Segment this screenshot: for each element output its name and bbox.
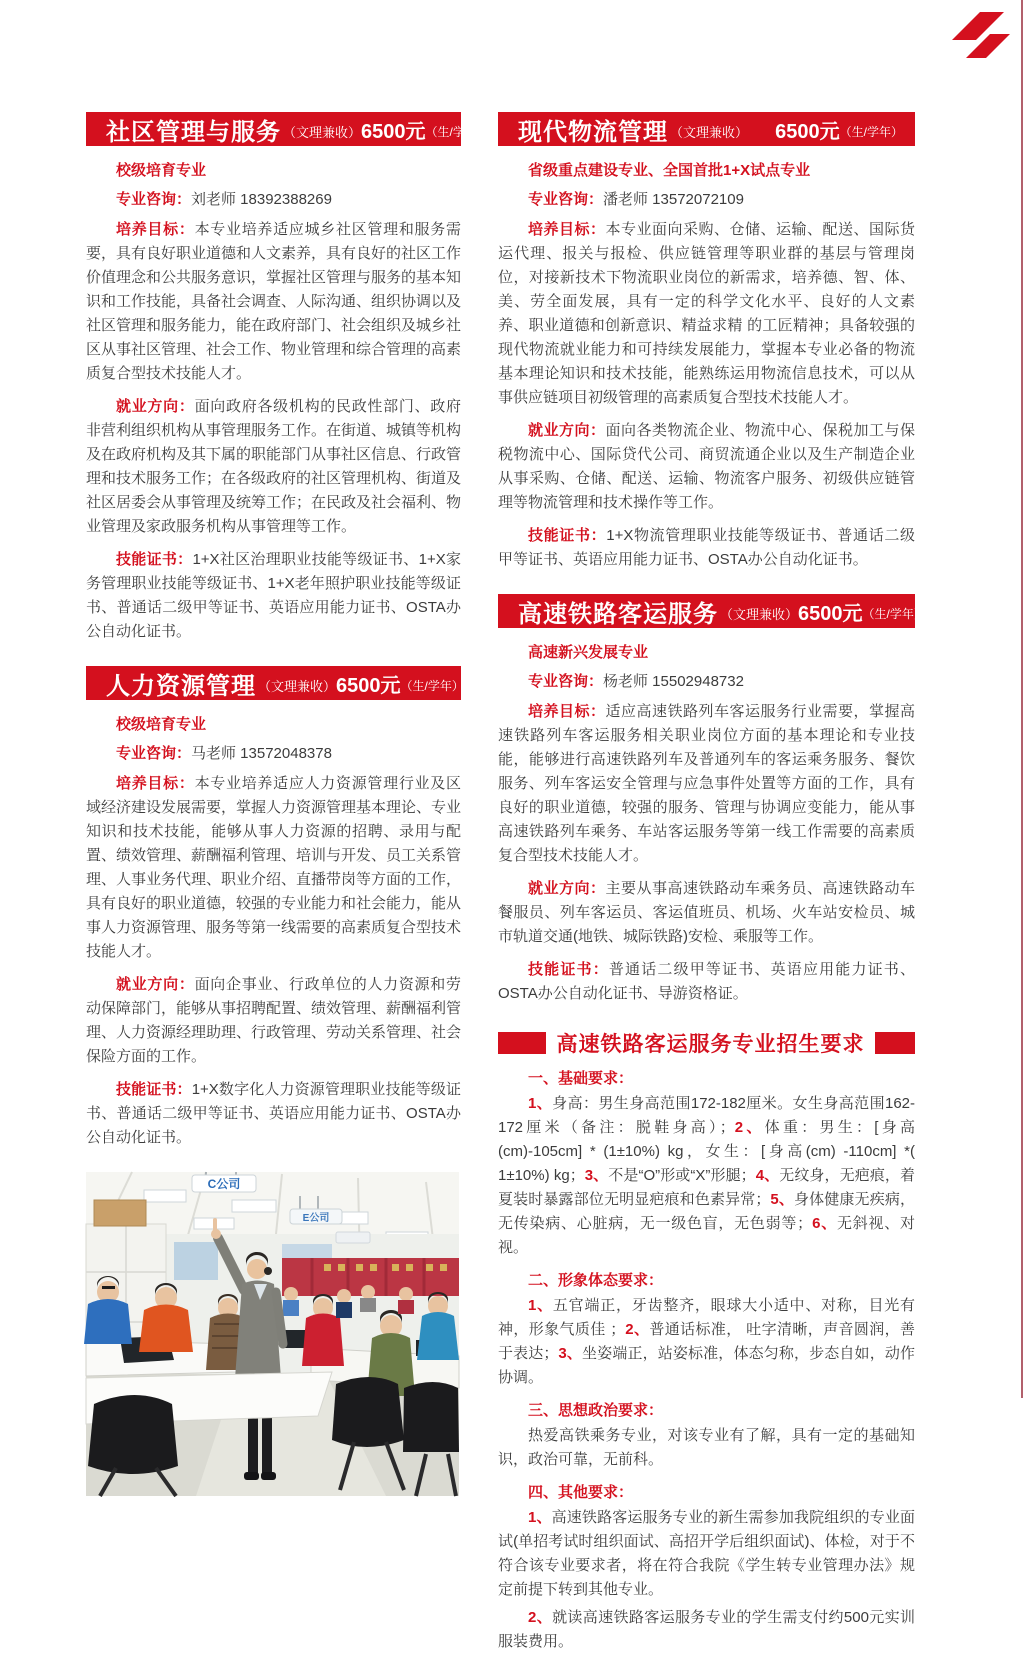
career-text: 面向企事业、行政单位的人力资源和劳动保障部门，能够从事招聘配置、绩效管理、薪酬福利管理、人力资源经理助理、行政管理、劳动关系管理、社会保险方面的工作。	[86, 976, 462, 1065]
program-title: 社区管理与服务	[106, 118, 281, 146]
requirements-title-row	[498, 1028, 915, 1058]
cert-label: 技能证书：	[116, 1081, 192, 1098]
program-admit-note: （文理兼收）	[283, 125, 362, 140]
career-label: 就业方向：	[116, 976, 195, 993]
item-number: 4、	[755, 1167, 780, 1184]
program-career	[86, 395, 461, 539]
consult-value: 杨老师 15502948732	[603, 673, 744, 690]
cert-text: 1+X物流管理职业技能等级证书、普通话二级甲等证书、英语应用能力证书、OSTA办公自动化证书。	[498, 527, 915, 568]
item-text: 无纹身，无疤痕，着夏装时暴露部位无明显疤痕和色素异常；	[498, 1167, 916, 1208]
career-text: 面向各类物流企业、物流中心、保税加工与保税物流中心、国际贷代公司、商贸流通企业以及生产制造企业从事采购、仓储、配送、运输、物流客户服务、初级供应链管理等物流管理和技术操作等工作。	[498, 422, 915, 511]
program-header	[498, 594, 926, 628]
objective-label: 培养目标：	[116, 221, 195, 238]
program-admit-note: （文理兼收）	[720, 607, 799, 622]
requirements-title: 高速铁路客运服务专业招生要求	[556, 1033, 865, 1056]
program-badge: 省级重点建设专业、全国首批1+X试点专业	[528, 162, 811, 179]
program-badge: 校级培育专业	[116, 716, 207, 733]
cert-label: 技能证书：	[116, 551, 193, 568]
program-fee-unit: （生/学年）	[862, 606, 926, 621]
sign-company-c: C公司	[207, 1177, 241, 1191]
item-number: 1、	[528, 1509, 552, 1526]
item-number: 6、	[812, 1215, 838, 1232]
career-text: 面向政府各级机构的民政性部门、政府非营利组织机构从事管理服务工作。在街道、城镇等机构及在政府机构及其下属的职能部门从事社区信息、行政管理和技术服务工作；在各级政府的社区管理机构、街道及社区居委会从事管理及统筹工作；在民政及社会福利、物业管理及家政服务机构从事管理等工作。	[86, 398, 462, 535]
program-career	[498, 419, 915, 515]
program-admit-note: （文理兼收）	[670, 125, 749, 140]
program-badge: 高速新兴发展专业	[528, 644, 649, 661]
sign-company-e: E公司	[302, 1213, 330, 1224]
req-group-heading: 二、形象体态要求：	[528, 1272, 664, 1289]
cert-label: 技能证书：	[528, 527, 607, 544]
objective-text: 本专业面向采购、仓储、运输、配送、国际货运代理、报关与报检、供应链管理等职业群的基层与管理岗位，对接新技术下物流职业岗位的新需求，培养德、智、体、美、劳全面发展，具有一定的科学文化水平、良好的人文素养、职业道德和创新意识、精益求精 的工匠精神；具备较强的现代物流就业能力和可持续发展能力，掌握本专业必备的物流基本理论知识和技术技能，能熟练运用物流信息技术，可以从事供应链项目初级管理的高素质复合型技术技能人才。	[498, 221, 915, 406]
program-cert	[498, 958, 915, 1006]
cert-text: 1+X数字化人力资源管理职业技能等级证书、普通话二级甲等证书、英语应用能力证书、OSTA办公自动化证书。	[86, 1081, 461, 1146]
item-text: 身体健康无疾病，无传染病、心脏病，无一级色盲，无色弱等；	[498, 1191, 915, 1232]
consult-value: 潘老师 13572072109	[603, 191, 744, 208]
objective-label: 培养目标：	[528, 221, 606, 238]
consult-label: 专业咨询：	[116, 745, 192, 762]
item-text: 就读高速铁路客运服务专业的学生需支付约500元实训服装费用。	[498, 1609, 915, 1650]
item-text: 高速铁路客运服务专业的新生需参加我院组织的专业面试(单招考试时组织面试、高招开学后组织面试)、体检，对于不符合该专业要求者，将在符合我院《学生转专业管理办法》规定前提下转到其他专业。	[498, 1509, 915, 1598]
item-number: 2、	[734, 1119, 765, 1136]
program-fee: 6500元	[336, 674, 401, 697]
req-group-heading: 四、其他要求：	[528, 1484, 634, 1501]
program-fee: 6500元	[798, 602, 863, 625]
program-objective	[498, 218, 915, 410]
program-fee-unit: （生/学年）	[839, 124, 903, 139]
program-consult	[498, 670, 915, 691]
career-text: 主要从事高速铁路动车乘务员、高速铁路动车餐服员、列车客运员、客运值班员、机场、火车站安检员、城市轨道交通(地铁、城际铁路)安检、乘服等工作。	[498, 880, 915, 945]
program-cert	[86, 1078, 461, 1150]
career-label: 就业方向：	[528, 880, 606, 897]
consult-label: 专业咨询：	[528, 673, 604, 690]
program-header	[86, 666, 464, 700]
program-card-logistics	[498, 112, 915, 572]
consult-label: 专业咨询：	[528, 191, 604, 208]
req-group-political	[498, 1424, 915, 1472]
item-number: 1、	[528, 1297, 553, 1314]
req-group-heading: 三、思想政治要求：	[528, 1402, 664, 1419]
left-column	[86, 112, 489, 1496]
program-header	[86, 112, 489, 146]
req-group-figure	[498, 1294, 915, 1390]
program-objective	[498, 700, 915, 868]
program-consult	[498, 188, 915, 209]
item-number: 3、	[558, 1345, 583, 1362]
corner-decoration	[944, 6, 1016, 62]
req-group-other-1	[498, 1506, 915, 1602]
program-career	[86, 973, 461, 1069]
program-card-community	[86, 112, 489, 644]
item-text: 普通话标准， 吐字清晰，声音圆润，善于表达；	[498, 1321, 916, 1362]
program-fee: 6500元	[775, 120, 840, 143]
title-right-block	[875, 1032, 915, 1054]
item-text: 不是“O”形或“X”形腿；	[608, 1167, 756, 1184]
consult-value: 马老师 13572048378	[191, 745, 332, 762]
career-label: 就业方向：	[528, 422, 606, 439]
item-number: 2、	[625, 1321, 650, 1338]
cert-text: 普通话二级甲等证书、英语应用能力证书、OSTA办公自动化证书、导游资格证。	[498, 961, 915, 1002]
item-text: 五官端正，牙齿整齐，眼球大小适中、对称，目光有神，形象气质佳 ；	[498, 1297, 915, 1338]
program-title: 现代物流管理	[518, 118, 668, 146]
program-header	[498, 112, 915, 146]
item-text: 身高：男生身高范围172-182厘米。女生身高范围162-172厘米（备注：脱鞋身高）；	[498, 1095, 916, 1136]
program-fee-unit: （生/学年）	[400, 678, 464, 693]
right-column	[498, 112, 926, 1654]
title-left-block	[498, 1032, 546, 1054]
consult-label: 专业咨询：	[116, 191, 192, 208]
cert-label: 技能证书：	[528, 961, 609, 978]
program-cert	[498, 524, 915, 572]
item-text: 体重：男生：[身高(cm)-105cm] * (1±10%) kg，女生：[身高(cm) -110cm] *( 1±10%) kg；	[498, 1119, 916, 1184]
item-text: 热爱高铁乘务专业，对该专业有了解，具有一定的基础知识，政治可靠，无前科。	[498, 1427, 915, 1468]
item-number: 3、	[584, 1167, 609, 1184]
item-text: 无斜视、对视。	[498, 1215, 915, 1256]
career-label: 就业方向：	[116, 398, 195, 415]
program-card-railway	[498, 594, 926, 1006]
classroom-photo	[86, 1172, 459, 1496]
program-objective	[86, 218, 461, 386]
objective-text: 适应高速铁路列车客运服务行业需要，掌握高速铁路列车客运服务相关职业岗位方面的基本理论和专业技能，能够进行高速铁路列车及普通列车的客运乘务服务、餐饮服务、列车客运安全管理与应急事件处置等方面的工作，具有良好的职业道德，较强的服务、管理与协调应变能力，能从事高速铁路列车乘务、车站客运服务等第一线工作需要的高素质复合型技术技能人才。	[498, 703, 915, 864]
program-fee-unit: （生/学年）	[425, 124, 489, 139]
consult-value: 刘老师 18392388269	[191, 191, 332, 208]
program-consult	[86, 742, 461, 763]
item-text: 坐姿端正，站姿标准，体态匀称，步态自如，动作协调。	[498, 1345, 915, 1386]
program-cert	[86, 548, 461, 644]
objective-label: 培养目标：	[116, 775, 195, 792]
program-career	[498, 877, 915, 949]
objective-text: 本专业培养适应人力资源管理行业及区域经济建设发展需要，掌握人力资源管理基本理论、专业知识和技术技能，能够从事人力资源的招聘、录用与配置、绩效管理、薪酬福利管理、培训与开发、员工关系管理、人事业务代理、职业介绍、直播带岗等方面的工作，具有良好的职业道德，较强的专业能力和社会能力，能从事人力资源管理、服务等第一线需要的高素质复合型技术技能人才。	[86, 775, 462, 960]
program-objective	[86, 772, 461, 964]
program-title: 人力资源管理	[106, 672, 256, 700]
page-edge-line	[1021, 0, 1023, 1398]
program-admit-note: （文理兼收）	[258, 679, 337, 694]
program-card-hr	[86, 666, 464, 1150]
program-consult	[86, 188, 461, 209]
item-number: 1、	[528, 1095, 553, 1112]
cert-text: 1+X社区治理职业技能等级证书、1+X家务管理职业技能等级证书、1+X老年照护职业技能等级证书、普通话二级甲等证书、英语应用能力证书、OSTA办公自动化证书。	[86, 551, 461, 640]
program-title: 高速铁路客运服务	[518, 600, 718, 628]
item-number: 5、	[770, 1191, 794, 1208]
req-group-heading: 一、基础要求：	[528, 1070, 634, 1087]
req-group-other-2	[498, 1606, 915, 1654]
objective-text: 本专业培养适应城乡社区管理和服务需要，具有良好职业道德和人文素养，具有良好的社区工作价值理念和公共服务意识，掌握社区管理与服务的基本知识和工作技能，具备社会调查、人际沟通、组织协调以及社区管理和服务能力，能在政府部门、社会组织及城乡社区从事社区管理、社会工作、物业管理和综合管理的高素质复合型技术技能人才。	[86, 221, 462, 382]
admission-requirements	[498, 1028, 915, 1654]
objective-label: 培养目标：	[528, 703, 606, 720]
program-badge: 校级培育专业	[116, 162, 207, 179]
program-fee: 6500元	[361, 120, 426, 143]
req-group-basic	[498, 1092, 915, 1260]
item-number: 2、	[528, 1609, 553, 1626]
